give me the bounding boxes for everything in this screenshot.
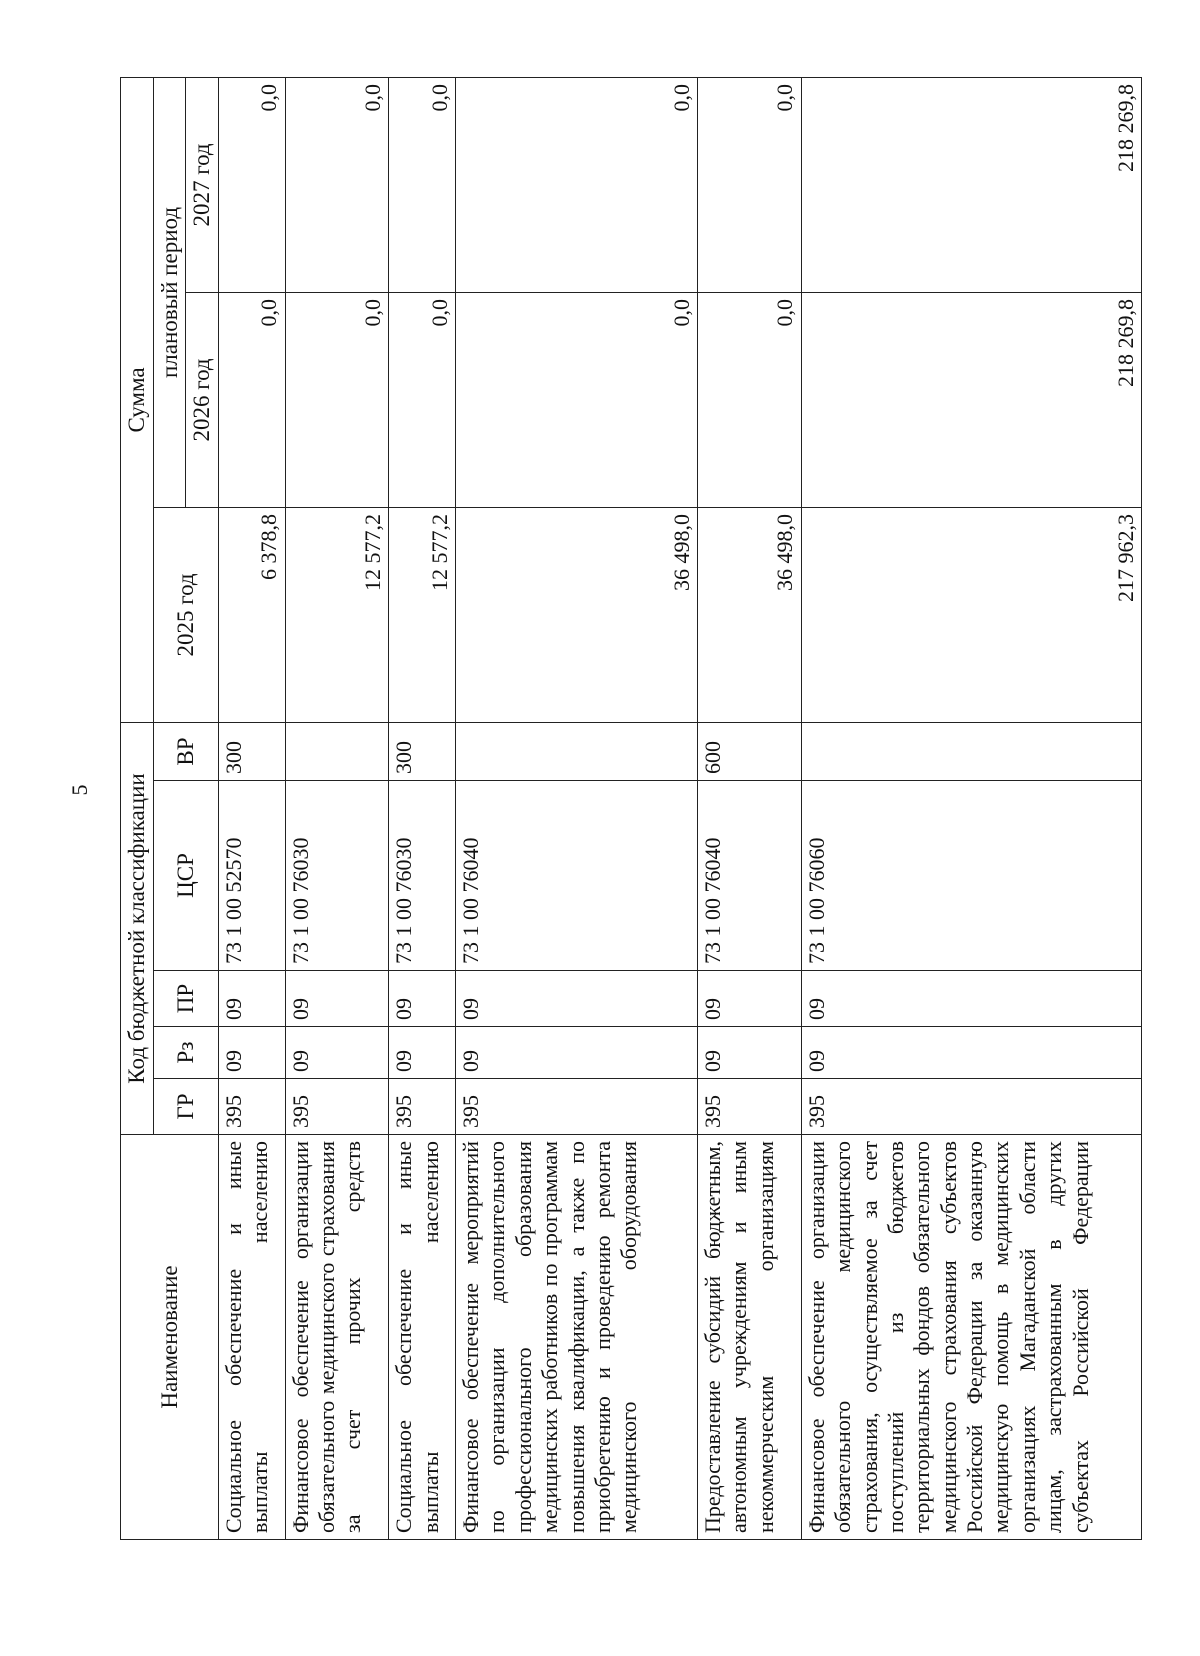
row-2027-cell: 0,0 <box>285 77 389 292</box>
table-row <box>801 77 1141 1539</box>
row-2025-cell: 12 577,2 <box>389 507 456 722</box>
row-csr-cell: 73 1 00 76040 <box>698 781 802 971</box>
row-gr-cell: 395 <box>218 1079 285 1135</box>
row-gr-cell: 395 <box>389 1079 456 1135</box>
row-csr-cell: 73 1 00 76030 <box>389 781 456 971</box>
header-vr: ВР <box>153 722 218 780</box>
row-csr-cell: 73 1 00 76040 <box>456 781 698 971</box>
row-2025-cell: 6 378,8 <box>218 507 285 722</box>
header-csr: ЦСР <box>153 781 218 971</box>
row-2025-cell: 12 577,2 <box>285 507 389 722</box>
row-vr-cell: 300 <box>218 722 285 780</box>
row-gr-cell: 395 <box>456 1079 698 1135</box>
row-vr-cell <box>285 722 389 780</box>
row-2026-cell: 218 269,8 <box>801 292 1141 507</box>
row-vr-cell: 300 <box>389 722 456 780</box>
row-rz-cell: 09 <box>218 1027 285 1079</box>
row-2025-cell: 217 962,3 <box>801 507 1141 722</box>
row-rz-cell: 09 <box>456 1027 698 1079</box>
row-vr-cell <box>456 722 698 780</box>
row-pr-cell: 09 <box>456 971 698 1027</box>
row-gr-cell: 395 <box>285 1079 389 1135</box>
row-csr-cell: 73 1 00 52570 <box>218 781 285 971</box>
row-rz-cell: 09 <box>801 1027 1141 1079</box>
table-row <box>218 77 285 1539</box>
header-year-2026: 2026 год <box>186 292 219 507</box>
row-name-cell: Предоставление субсидий бюджетным, автономным учреждениям и иным некоммерческим организациям <box>698 1135 802 1540</box>
header-year-2025: 2025 год <box>153 507 218 722</box>
row-2027-cell: 0,0 <box>698 77 802 292</box>
header-gr: ГР <box>153 1079 218 1135</box>
header-planned-period: плановый период <box>153 77 186 507</box>
row-rz-cell: 09 <box>285 1027 389 1079</box>
row-2027-cell: 218 269,8 <box>801 77 1141 292</box>
row-csr-cell: 73 1 00 76060 <box>801 781 1141 971</box>
row-pr-cell: 09 <box>801 971 1141 1027</box>
row-name-cell: Социальное обеспечение и иные выплаты населению <box>218 1135 285 1540</box>
row-gr-cell: 395 <box>698 1079 802 1135</box>
budget-table <box>120 77 1142 1540</box>
header-name: Наименование <box>121 1135 219 1540</box>
row-pr-cell: 09 <box>285 971 389 1027</box>
page-number: 5 <box>67 784 92 796</box>
row-2027-cell: 0,0 <box>389 77 456 292</box>
row-2027-cell: 0,0 <box>218 77 285 292</box>
row-name-cell: Финансовое обеспечение мероприятий по организации дополнительного профессионального образования медицинских работников по программам повышения квалификации, а также по приобретению и проведению ремонта медицинского оборудования <box>456 1135 698 1540</box>
row-2027-cell: 0,0 <box>456 77 698 292</box>
table-body <box>218 77 1141 1539</box>
row-2026-cell: 0,0 <box>389 292 456 507</box>
row-2025-cell: 36 498,0 <box>698 507 802 722</box>
row-2026-cell: 0,0 <box>698 292 802 507</box>
table-row <box>698 77 802 1539</box>
table-row <box>456 77 698 1539</box>
row-2026-cell: 0,0 <box>285 292 389 507</box>
row-name-cell: Финансовое обеспечение организации обязательного медицинского страхования за счет прочих средств <box>285 1135 389 1540</box>
row-2025-cell: 36 498,0 <box>456 507 698 722</box>
header-rz: Рз <box>153 1027 218 1079</box>
row-rz-cell: 09 <box>698 1027 802 1079</box>
row-vr-cell: 600 <box>698 722 802 780</box>
row-csr-cell: 73 1 00 76030 <box>285 781 389 971</box>
rotated-table-container <box>120 78 1142 1540</box>
row-2026-cell: 0,0 <box>218 292 285 507</box>
header-pr: ПР <box>153 971 218 1027</box>
header-year-2027: 2027 год <box>186 77 219 292</box>
table-row <box>389 77 456 1539</box>
table-row <box>285 77 389 1539</box>
row-name-cell: Социальное обеспечение и иные выплаты населению <box>389 1135 456 1540</box>
row-pr-cell: 09 <box>698 971 802 1027</box>
header-budget-code: Код бюджетной классификации <box>121 722 154 1134</box>
header-sum: Сумма <box>121 77 154 722</box>
row-rz-cell: 09 <box>389 1027 456 1079</box>
row-pr-cell: 09 <box>218 971 285 1027</box>
row-pr-cell: 09 <box>389 971 456 1027</box>
row-name-cell: Финансовое обеспечение организации обязательного медицинского страхования, осуществляемое за счет поступлений из бюджетов территориальных фондов обязательного медицинского страхования субъектов Российской Федерации за оказанную медицинскую помощь в медицинских организациях Магаданской области лицам, застрахованным в других субъектах Российской Федерации <box>801 1135 1141 1540</box>
row-vr-cell <box>801 722 1141 780</box>
row-2026-cell: 0,0 <box>456 292 698 507</box>
row-gr-cell: 395 <box>801 1079 1141 1135</box>
